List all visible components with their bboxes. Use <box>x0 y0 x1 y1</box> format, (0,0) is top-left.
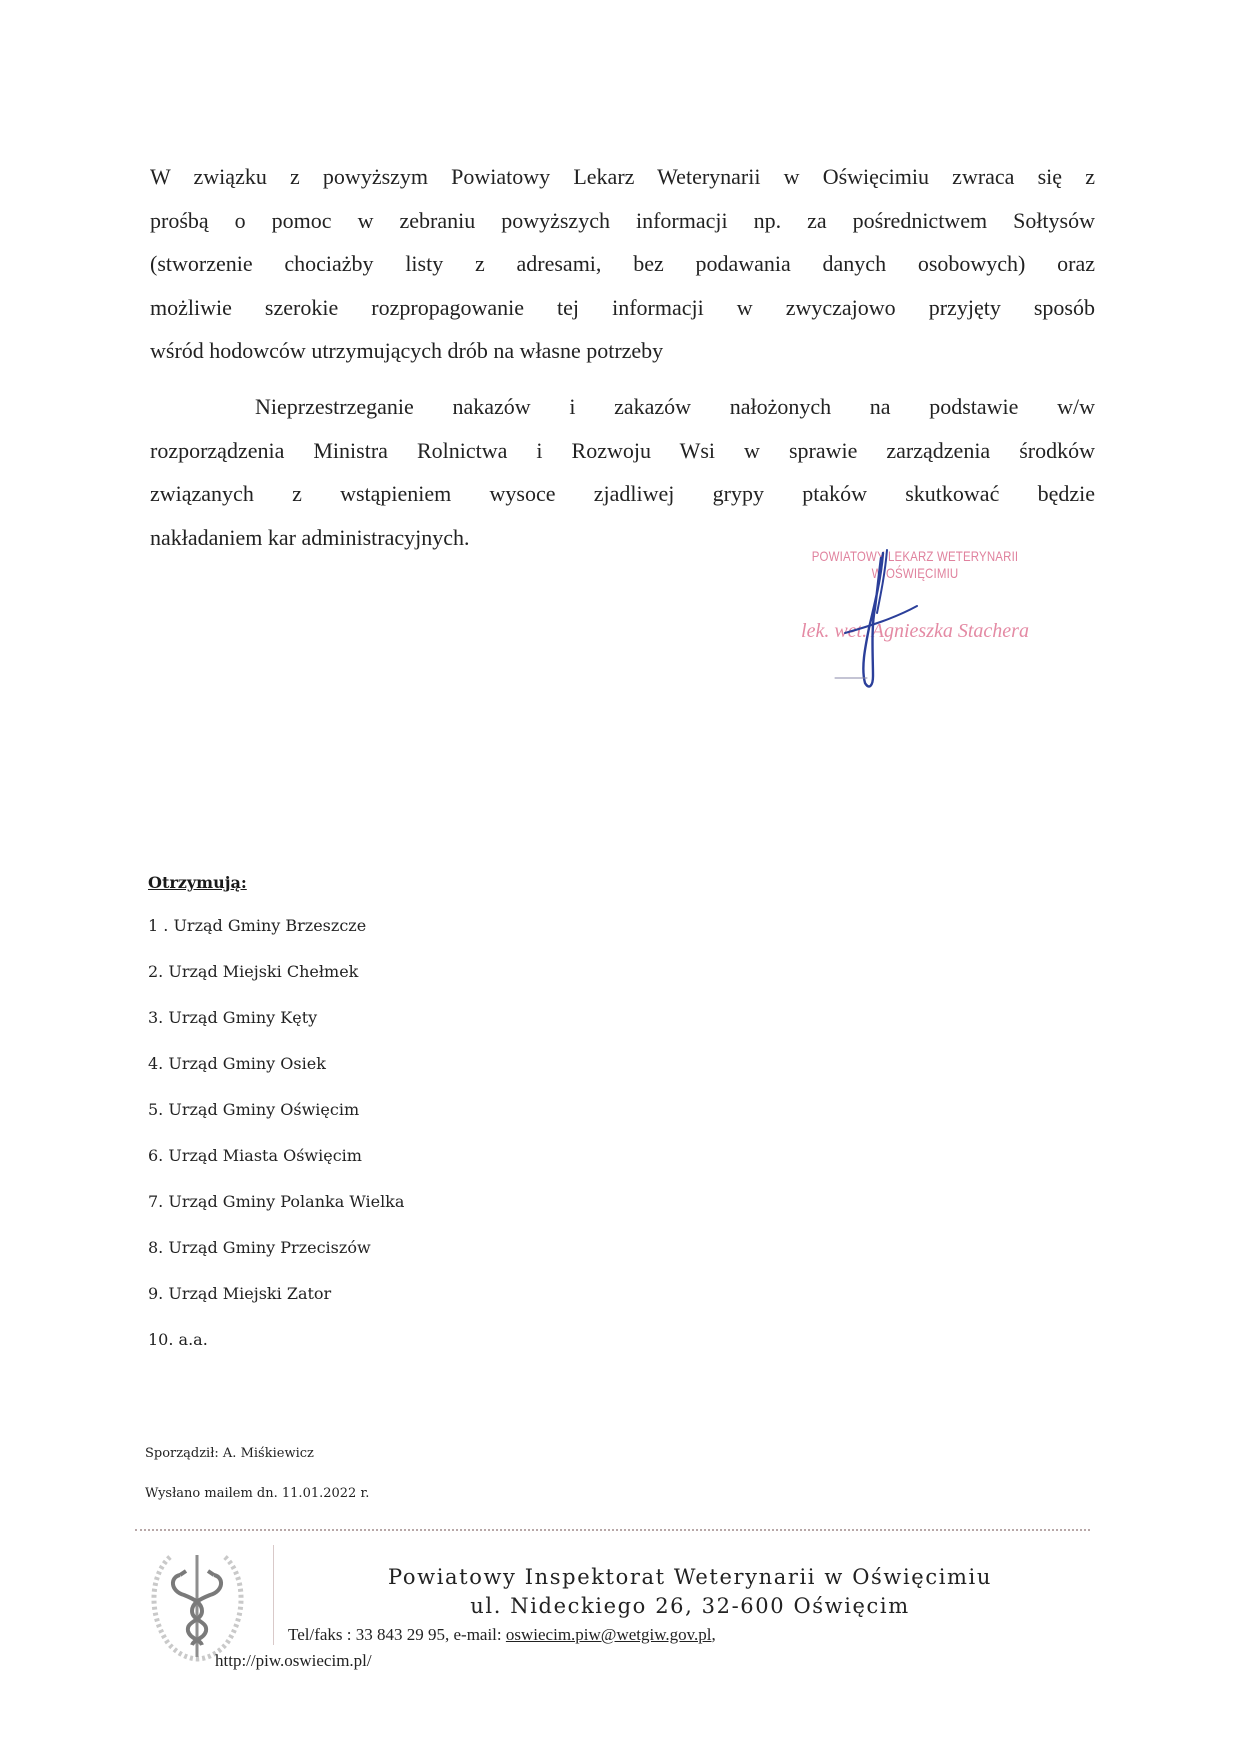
text-line: związanych z wstąpieniem wysoce zjadliwej grypy ptaków skutkować będzie <box>150 481 1095 506</box>
footer-vertical-divider <box>273 1545 274 1645</box>
text-line: W związku z powyższym Powiatowy Lekarz Weterynarii w Oświęcimiu zwraca się z <box>150 164 1095 189</box>
recipients-heading: Otrzymują: <box>148 873 247 892</box>
text-line: prośbą o pomoc w zebraniu powyższych informacji np. za pośrednictwem Sołtysów <box>150 207 1095 233</box>
stamp-title-line: POWIATOWY LEKARZ WETERYNARII <box>811 548 1019 564</box>
text-line-indented <box>150 385 1095 429</box>
text-line: możliwie szerokie rozpropagowanie tej informacji w zwyczajowo przyjęty sposób <box>150 294 1095 320</box>
footer-contact <box>288 1625 716 1645</box>
caduceus-laurel-icon <box>140 1545 255 1665</box>
recipient-item: 8. Urząd Gminy Przeciszów <box>148 1238 371 1257</box>
text-line: Nieprzestrzeganie nakazów i zakazów nałożonych na podstawie w/w <box>255 394 1095 419</box>
stamp-signatory-name: lek. wet. Agnieszka Stachera <box>801 620 1029 642</box>
paragraph-request <box>150 155 1095 373</box>
stamp-title-line: W OŚWIĘCIMIU <box>871 565 959 581</box>
recipient-item: 9. Urząd Miejski Zator <box>148 1284 332 1303</box>
recipient-item: 1 . Urząd Gminy Brzeszcze <box>148 916 367 935</box>
paragraph-penalties <box>150 385 1095 559</box>
handwritten-signature-icon <box>825 548 935 693</box>
recipient-item: 2. Urząd Miejski Chełmek <box>148 962 359 981</box>
website-link[interactable]: http://piw.oswiecim.pl/ <box>215 1651 372 1670</box>
footer-divider <box>135 1529 1090 1531</box>
phone-info: Tel/faks : 33 843 29 95, e-mail: <box>288 1625 506 1644</box>
prepared-by-note: Sporządził: A. Miśkiewicz <box>145 1446 314 1461</box>
organization-name: Powiatowy Inspektorat Weterynarii w Oświęcimiu <box>388 1565 992 1589</box>
sent-date-note: Wysłano mailem dn. 11.01.2022 r. <box>145 1486 370 1501</box>
email-suffix: , <box>711 1625 716 1644</box>
text-line: (stworzenie chociażby listy z adresami, bez podawania danych osobowych) oraz <box>150 251 1095 276</box>
recipient-item: 5. Urząd Gminy Oświęcim <box>148 1100 360 1119</box>
text-line: wśród hodowców utrzymujących drób na własne potrzeby <box>150 338 664 363</box>
email-link[interactable]: oswiecim.piw@wetgiw.gov.pl <box>505 1625 712 1644</box>
recipient-item: 4. Urząd Gminy Osiek <box>148 1054 326 1073</box>
recipient-item: 6. Urząd Miasta Oświęcim <box>148 1146 362 1165</box>
recipient-item: 3. Urząd Gminy Kęty <box>148 1008 318 1027</box>
recipients-list <box>148 915 404 1375</box>
text-line: nakładaniem kar administracyjnych. <box>150 524 470 550</box>
footer-organization <box>330 1563 1050 1621</box>
recipient-item: 10. a.a. <box>148 1330 208 1349</box>
text-line: rozporządzenia Ministra Rolnictwa i Rozwoju Wsi w sprawie zarządzenia środków <box>150 437 1095 463</box>
recipient-item: 7. Urząd Gminy Polanka Wielka <box>148 1192 405 1211</box>
organization-address: ul. Nideckiego 26, 32-600 Oświęcim <box>470 1594 910 1618</box>
